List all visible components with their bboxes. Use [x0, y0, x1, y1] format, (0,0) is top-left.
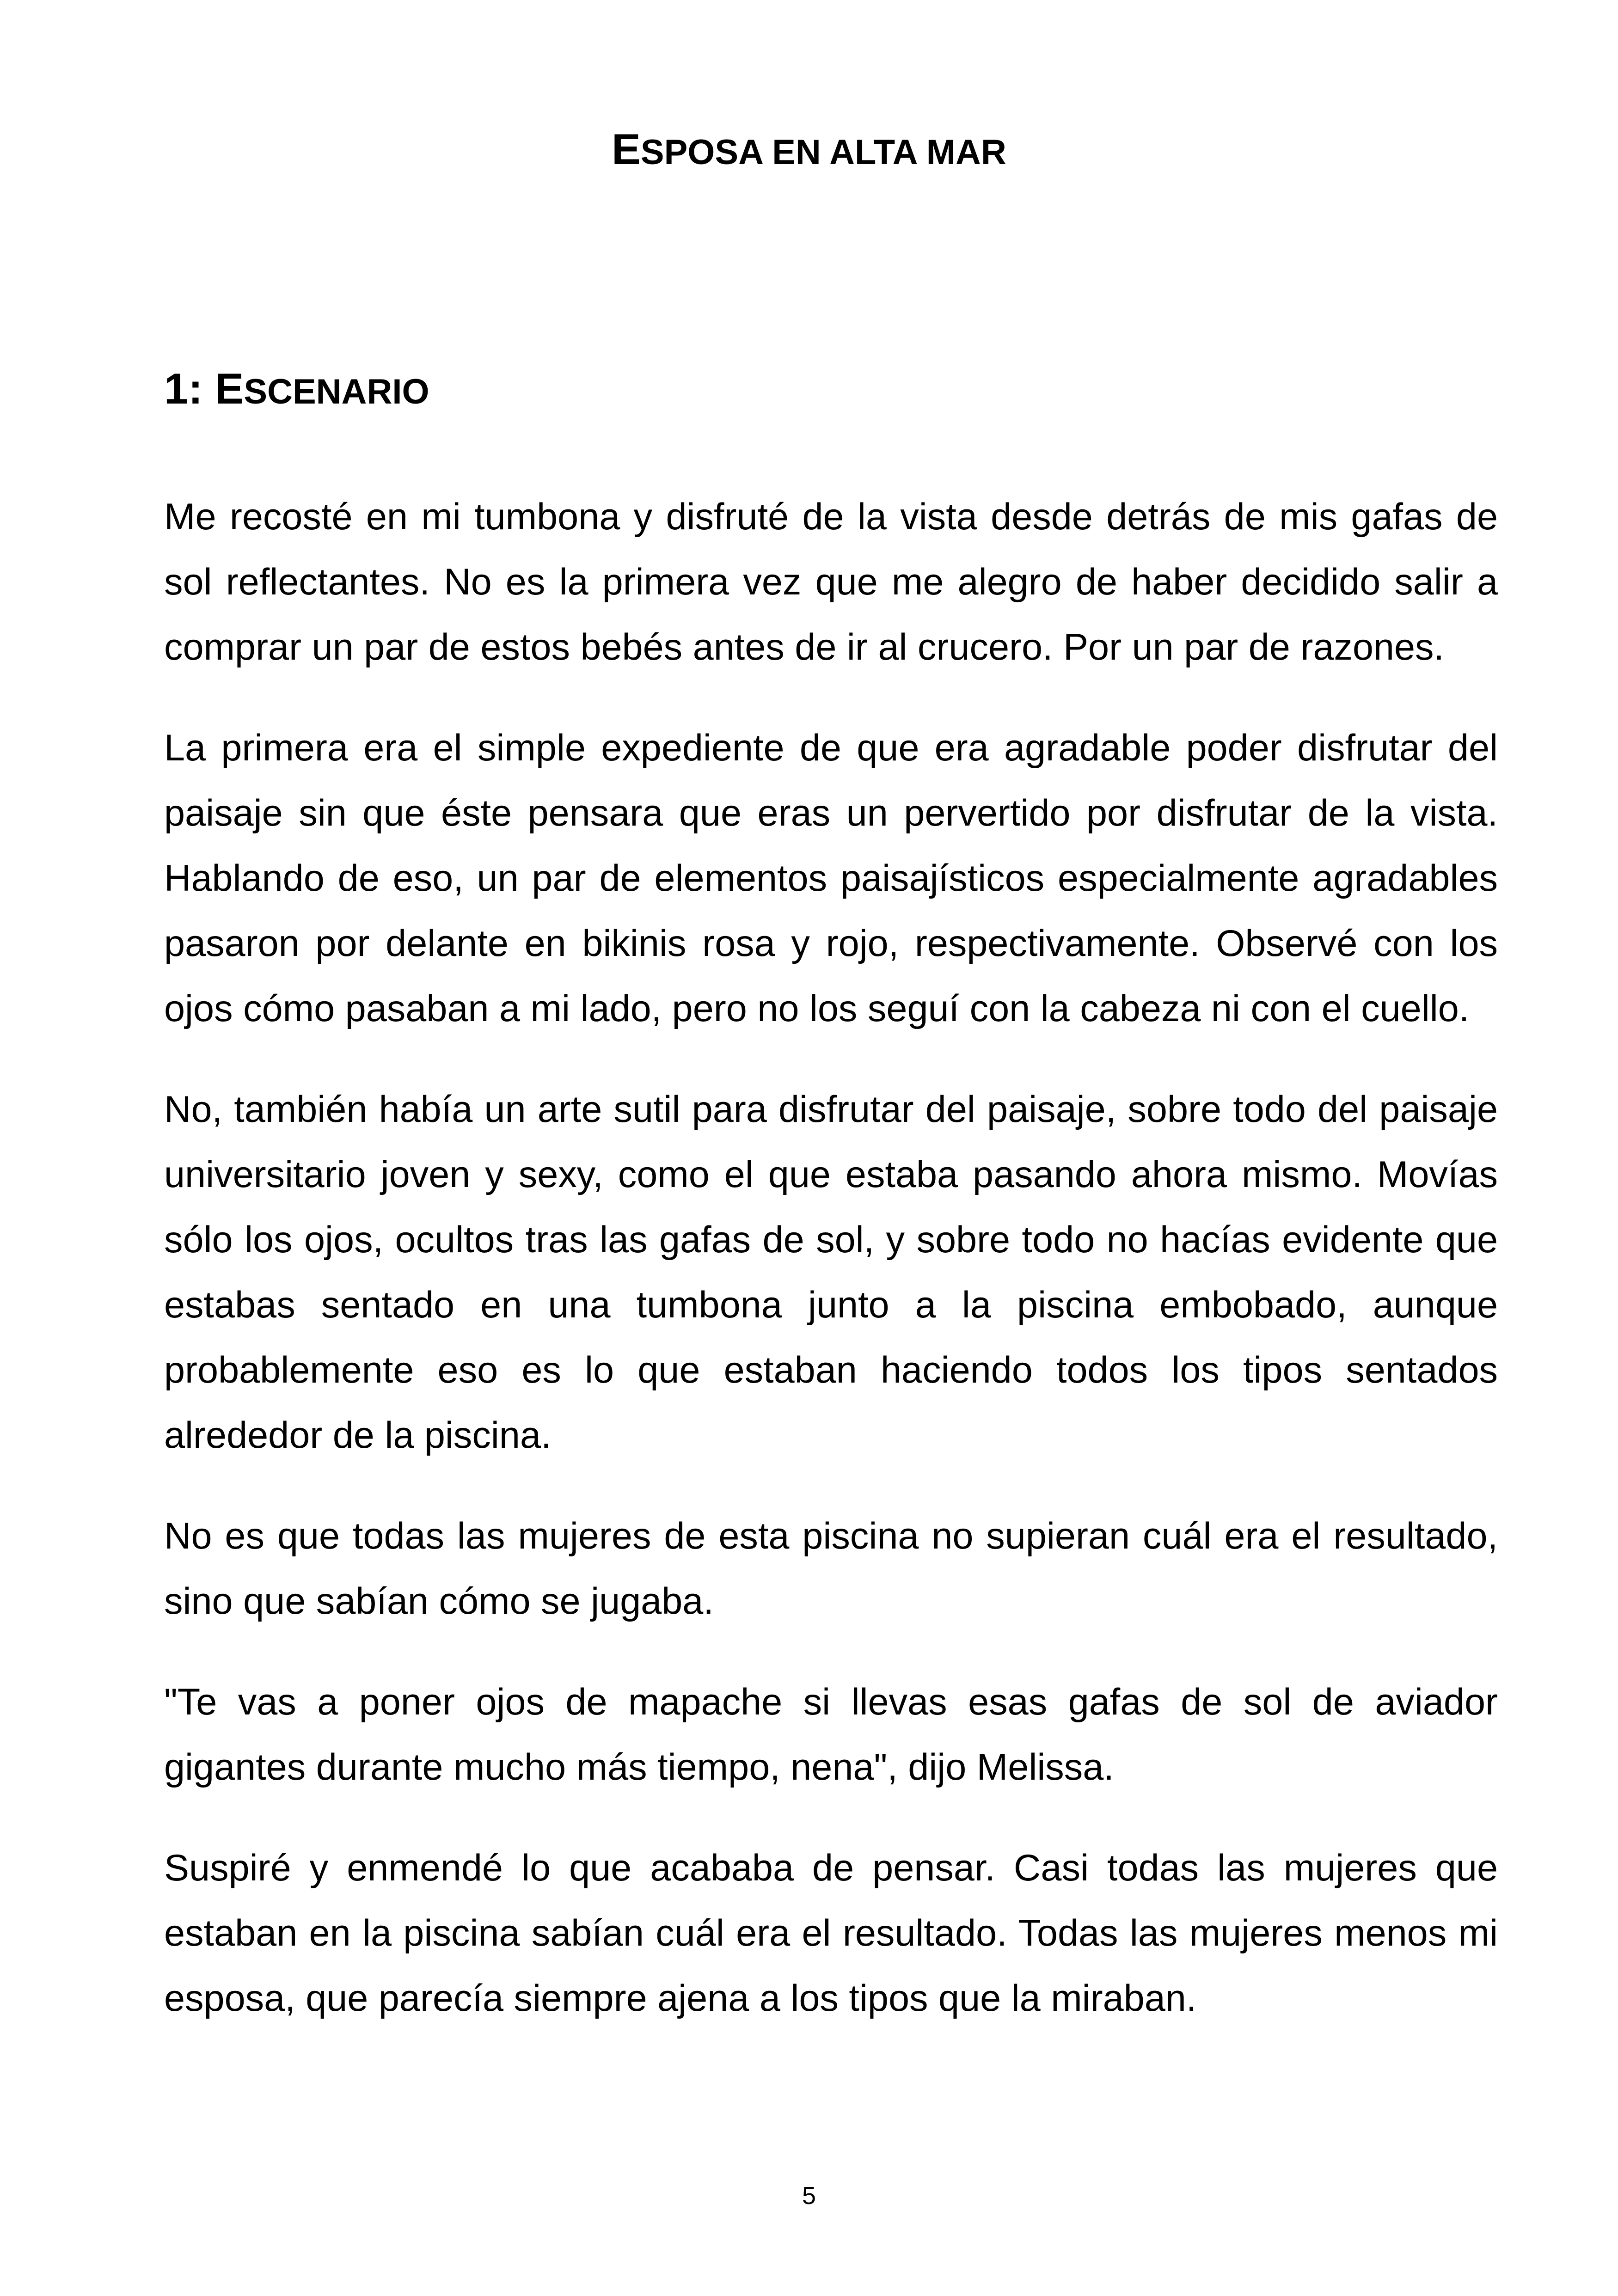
paragraph: La primera era el simple expediente de que era agradable poder disfrutar del paisaje sin que éste pensara que eras un pervertido por disfrutar de la vista. Hablando de eso, un par de elementos paisajísticos especialmente agradables pasaron por delante en bikinis rosa y rojo, respectivamente. Observé con los ojos cómo pasaban a mi lado, pero no los seguí con la cabeza ni con el cuello.	[164, 727, 1498, 1029]
chapter-title-rest: SCENARIO	[244, 372, 429, 411]
chapter-title-prefix: 1: E	[164, 364, 244, 413]
paragraph: "Te vas a poner ojos de mapache si llevas esas gafas de sol de aviador gigantes durante mucho más tiempo, nena", dijo Melissa.	[164, 1681, 1498, 1788]
paragraph: Suspiré y enmendé lo que acababa de pensar. Casi todas las mujeres que estaban en la piscina sabían cuál era el resultado. Todas las mujeres menos mi esposa, que parecía siempre ajena a los tipos que la miraban.	[164, 1847, 1498, 2019]
book-title-initial: E	[612, 125, 641, 173]
book-title-rest: SPOSA EN ALTA MAR	[640, 133, 1006, 172]
paragraph: Me recosté en mi tumbona y disfruté de la vista desde detrás de mis gafas de sol reflectantes. No es la primera vez que me alegro de haber decidido salir a comprar un par de estos bebés antes de ir al crucero. Por un par de razones.	[164, 496, 1498, 668]
chapter-body	[164, 484, 1498, 2067]
page-number: 5	[802, 2182, 816, 2210]
book-title	[0, 115, 1618, 187]
chapter-title	[164, 354, 429, 427]
paragraph: No, también había un arte sutil para disfrutar del paisaje, sobre todo del paisaje universitario joven y sexy, como el que estaba pasando ahora mismo. Movías sólo los ojos, ocultos tras las gafas de sol, y sobre todo no hacías evidente que estabas sentado en una tumbona junto a la piscina embobado, aunque probablemente eso es lo que estaban haciendo todos los tipos sentados alrededor de la piscina.	[164, 1089, 1498, 1456]
paragraph: No es que todas las mujeres de esta piscina no supieran cuál era el resultado, sino que sabían cómo se jugaba.	[164, 1515, 1498, 1622]
